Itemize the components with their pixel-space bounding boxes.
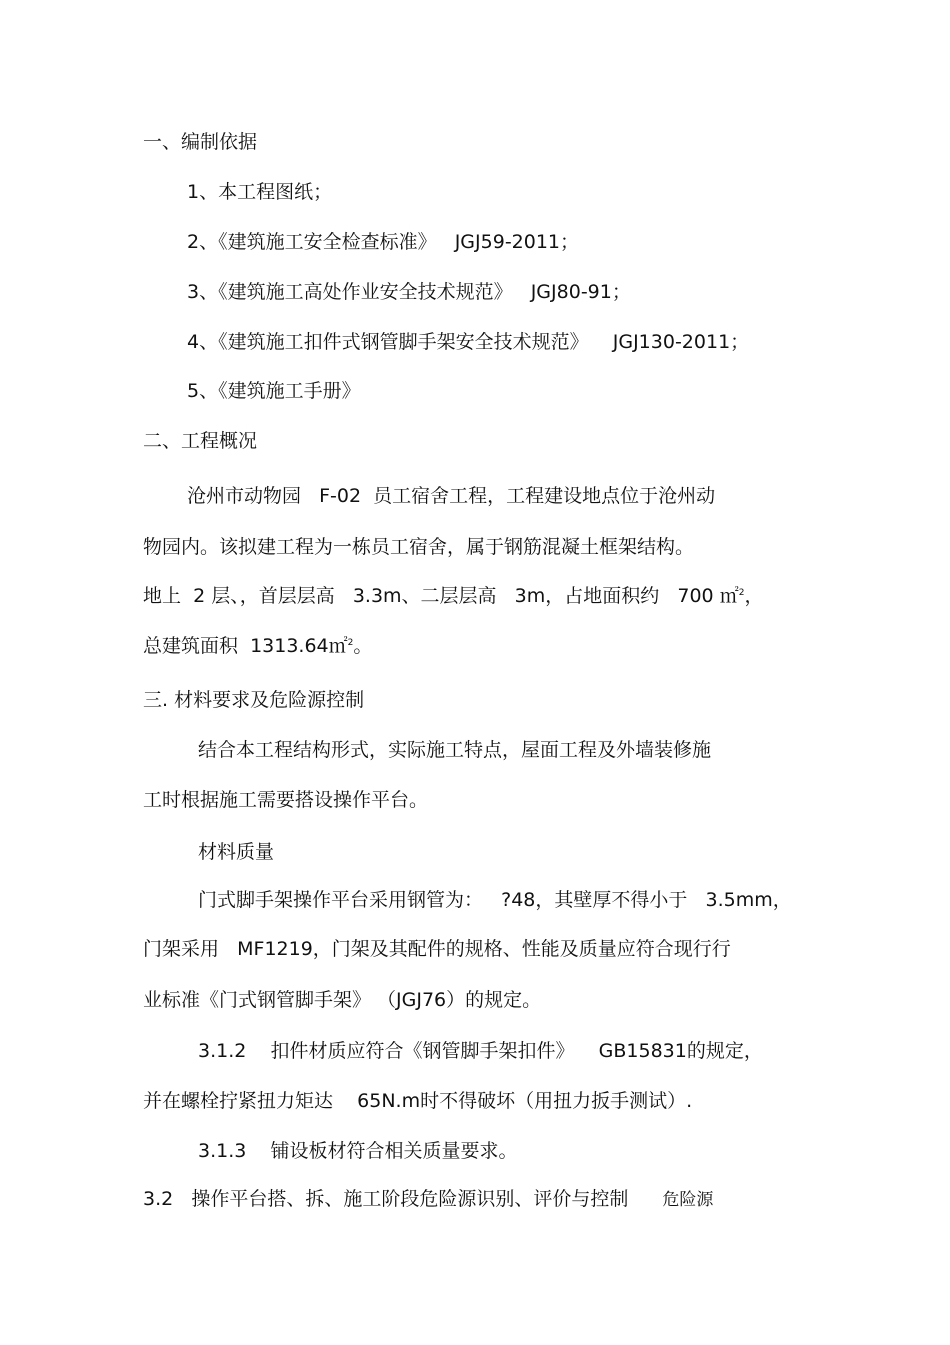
quality-paragraph: 业标准《门式钢管脚手架》 （JGJ76）的规定。 [143,989,542,1011]
reference-item: 4、《建筑施工扣件式钢管脚手架安全技术规范》 JGJ130-2011； [187,331,750,353]
total-area-tail: 。 [353,635,373,657]
section-heading-2: 二、工程概况 [143,430,258,452]
reference-item: 3、《建筑施工高处作业安全技术规范》 JGJ80-91； [187,281,631,303]
area-tail: ， [744,585,764,607]
clause-3-1-3: 3.1.3 铺设板材符合相关质量要求。 [198,1140,518,1162]
section-heading-1: 一、编制依据 [143,131,258,153]
material-intro-paragraph: 工时根据施工需要搭设操作平台。 [143,789,429,811]
overview-paragraph: 物园内。该拟建工程为一栋员工宿舍，属于钢筋混凝土框架结构。 [143,536,695,558]
quality-subheading: 材料质量 [198,841,275,863]
material-intro-paragraph: 结合本工程结构形式，实际施工特点，屋面工程及外墙装修施 [198,739,712,761]
clause-3-2-text: 3.2 操作平台搭、拆、施工阶段危险源识别、评价与控制 [143,1188,629,1210]
total-area-line [143,634,372,658]
quality-paragraph: 门式脚手架操作平台采用钢管为： ?48，其壁厚不得小于 3.5mm， [198,889,792,911]
clause-3-1-2: 并在螺栓拧紧扭力矩达 65N.m时不得破坏（用扭力扳手测试）. [143,1090,693,1112]
section-heading-3: 三. 材料要求及危险源控制 [143,689,365,711]
total-area-superscript: 2 [347,638,354,648]
area-superscript: 2 [738,588,745,598]
area-line [143,584,763,608]
clause-3-1-2: 3.1.2 扣件材质应符合《钢管脚手架扣件》 GB15831的规定， [198,1040,763,1062]
reference-item: 1、本工程图纸； [187,181,333,203]
area-text: 地上 2 层、，首层层高 3.3m、二层层高 3m，占地面积约 700 ㎡ [143,585,739,607]
total-area-text: 总建筑面积 1313.64㎡ [143,635,348,657]
quality-paragraph: 门架采用 MF1219，门架及其配件的规格、性能及质量应符合现行行 [143,938,731,960]
clause-3-2-tail: 危险源 [662,1190,714,1210]
reference-item: 5、《建筑施工手册》 [187,380,361,402]
overview-paragraph: 沧州市动物园 F-02 员工宿舍工程，工程建设地点位于沧州动 [187,485,716,507]
clause-3-2 [143,1187,713,1212]
reference-item: 2、《建筑施工安全检查标准》 JGJ59-2011； [187,231,580,253]
